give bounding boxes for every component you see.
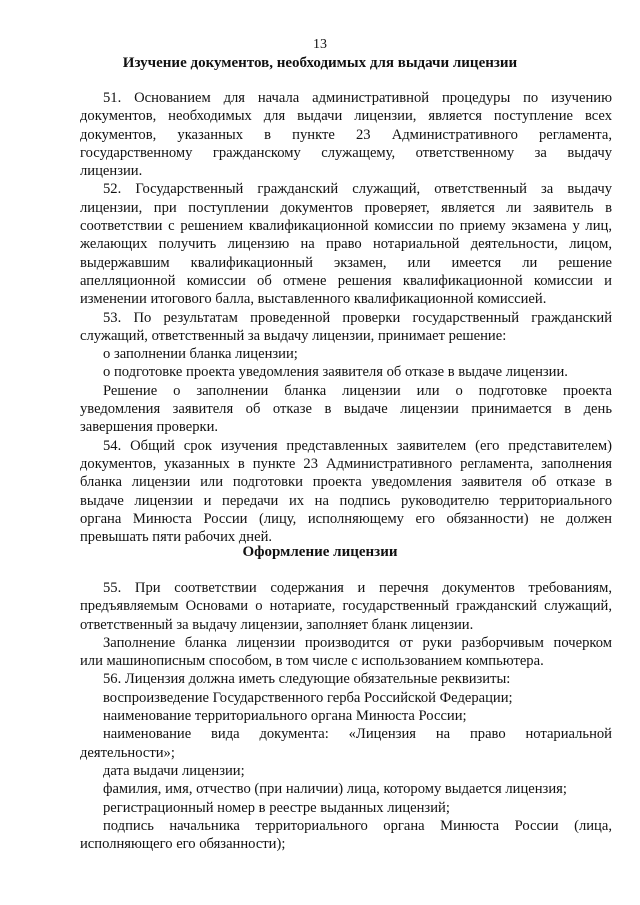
paragraph	[80, 363, 612, 381]
text-line: апелляционной комиссии об отмене решения квалификационной комиссии и	[80, 272, 612, 289]
paragraph	[80, 180, 612, 308]
text-line: государственному гражданскому служащему, ответственному за выдачу	[80, 144, 612, 161]
text-line: органа Минюста России (лицу, исполняющему его обязанности) не должен	[80, 510, 612, 527]
text-line: 51. Основанием для начала административной процедуры по изучению	[103, 90, 612, 106]
text-line: Заполнение бланка лицензии производится от руки разборчивым почерком	[103, 634, 612, 651]
text-line: фамилия, имя, отчество (при наличии) лица, которому выдается лицензия;	[103, 781, 567, 798]
text-line: 54. Общий срок изучения представленных заявителем (его представителем)	[103, 437, 612, 454]
paragraph	[80, 579, 612, 634]
paragraph	[80, 634, 612, 671]
text-line: лицензии.	[80, 163, 143, 180]
paragraph	[80, 817, 612, 854]
section-body-license-issuance	[80, 579, 612, 853]
text-line: предъявляемым Основами о нотариате, государственный гражданский служащий,	[80, 598, 612, 615]
section-heading-document-review: Изучение документов, необходимых для выдачи лицензии	[122, 55, 518, 71]
text-line: наименование территориального органа Минюста России;	[103, 708, 467, 725]
paragraph	[80, 345, 612, 363]
paragraph	[80, 780, 612, 798]
paragraph	[80, 707, 612, 725]
text-line: документов, необходимых для выдачи лицензии, является поступление всех	[80, 108, 612, 125]
text-line: 55. При соответствии содержания и перечня документов требованиям,	[103, 580, 612, 596]
text-line: бланка лицензии или подготовки проекта уведомления заявителя об отказе в	[80, 474, 612, 491]
text-line: лицензии, при поступлении документов проверяет, является ли заявитель в	[80, 199, 612, 216]
paragraph	[80, 725, 612, 762]
text-line: наименование вида документа: «Лицензия на право нотариальной	[103, 726, 612, 743]
text-line: ответственный за выдачу лицензии, заполняет бланк лицензии.	[80, 616, 474, 633]
paragraph	[80, 670, 612, 688]
paragraph	[80, 689, 612, 707]
text-line: документов, указанных в пункте 23 Административного регламента, заполнения	[80, 455, 612, 472]
text-line: уведомления заявителя об отказе в выдаче лицензии принимается в день	[80, 401, 612, 418]
text-line: Решение о заполнении бланка лицензии или о подготовке проекта	[103, 382, 612, 399]
paragraph	[80, 437, 612, 547]
text-line: 52. Государственный гражданский служащий, ответственный за выдачу	[103, 181, 612, 198]
text-line: документов, указанных в пункте 23 Административного регламента,	[80, 126, 612, 143]
text-line: выдаче лицензии и передачи их на подпись руководителю территориального	[80, 492, 612, 509]
text-line: или машинописным способом, в том числе с использованием компьютера.	[80, 653, 544, 670]
text-line: 53. По результатам проведенной проверки государственный гражданский	[103, 309, 612, 326]
paragraph	[80, 309, 612, 346]
paragraph	[80, 89, 612, 180]
text-line: о подготовке проекта уведомления заявителя об отказе в выдаче лицензии.	[103, 364, 568, 381]
text-line: подпись начальника территориального органа Минюста России (лица,	[103, 817, 612, 834]
text-line: завершения проверки.	[80, 419, 219, 436]
text-line: 56. Лицензия должна иметь следующие обязательные реквизиты:	[103, 671, 511, 688]
text-line: превышать пяти рабочих дней.	[80, 529, 273, 546]
text-line: воспроизведение Государственного герба Российской Федерации;	[103, 689, 513, 706]
section-heading-license-issuance: Оформление лицензии	[242, 544, 398, 560]
text-line: желающих получить лицензию на право нотариальной деятельности, лицом,	[80, 236, 612, 253]
text-line: исполняющего его обязанности);	[80, 836, 286, 853]
text-line: дата выдачи лицензии;	[103, 762, 245, 779]
paragraph	[80, 799, 612, 817]
paragraph	[80, 762, 612, 780]
text-line: регистрационный номер в реестре выданных лицензий;	[103, 799, 450, 816]
text-line: соответствии с решением квалификационной комиссии по приему экзамена у лиц,	[80, 218, 612, 235]
text-line: выдержавшим квалификационный экзамен, или имеется ли решение	[80, 254, 612, 271]
text-line: о заполнении бланка лицензии;	[103, 346, 298, 363]
text-line: деятельности»;	[80, 744, 175, 761]
paragraph	[80, 382, 612, 437]
page-number: 13	[313, 37, 327, 52]
section-body-document-review	[80, 89, 612, 546]
text-line: служащий, ответственный за выдачу лицензии, принимает решение:	[80, 327, 507, 344]
text-line: изменении итогового балла, выставленного квалификационной комиссией.	[80, 291, 547, 308]
